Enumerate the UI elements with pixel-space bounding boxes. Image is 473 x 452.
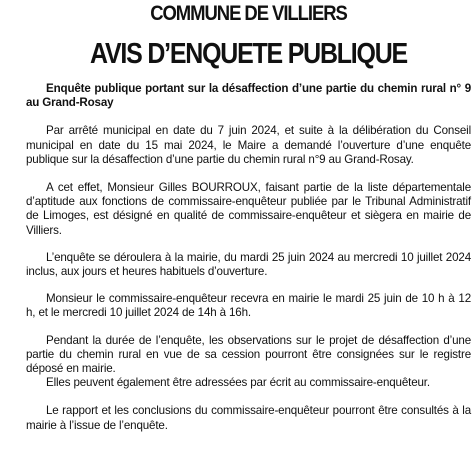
paragraph-hours: Monsieur le commissaire-enquêteur recevra en mairie le mardi 25 juin de 10 h à 12 h, et le mercredi 10 juillet 2024 de 14h à 16h. [26,292,471,320]
paragraph-commissioner: A cet effet, Monsieur Gilles BOURROUX, faisant partie de la liste départementale d’aptitude aux fonctions de commissaire-enquêteur publiée par le Tribunal Administratif de Limoges, est désigné en qualité de commissaire-enquêteur et siègera en mairie de Villiers. [26,181,471,237]
notice-subtitle: Enquête publique portant sur la désaffection d’une partie du chemin rural n° 9 au Grand-Rosay [26,82,471,110]
notice-title: AVIS D’ENQUETE PUBLIQUE [90,38,407,70]
paragraph-written: Elles peuvent également être adressées par écrit au commissaire-enquêteur. [46,376,430,390]
commune-heading: COMMUNE DE VILLIERS [150,2,347,25]
paragraph-decree: Par arrêté municipal en date du 7 juin 2024, et suite à la délibération du Conseil municipal en date du 15 mai 2024, le Maire a demandé l’ouverture d’une enquête publique sur la désaffection d’une partie du chemin rural n°9 au Grand-Rosay. [26,124,471,166]
paragraph-dates: L’enquête se déroulera à la mairie, du mardi 25 juin 2024 au mercredi 10 juillet 2024 inclus, aux jours et heures habituels d’ouverture. [26,250,471,279]
paragraph-report: Le rapport et les conclusions du commissaire-enquêteur pourront être consultés à la mairie à l’issue de l’enquête. [26,404,471,432]
paragraph-observations: Pendant la durée de l’enquête, les observations sur le projet de désaffection d’une partie du chemin rural en vue de sa cession pourront être consignées sur le registre déposé en mairie. [26,333,471,376]
